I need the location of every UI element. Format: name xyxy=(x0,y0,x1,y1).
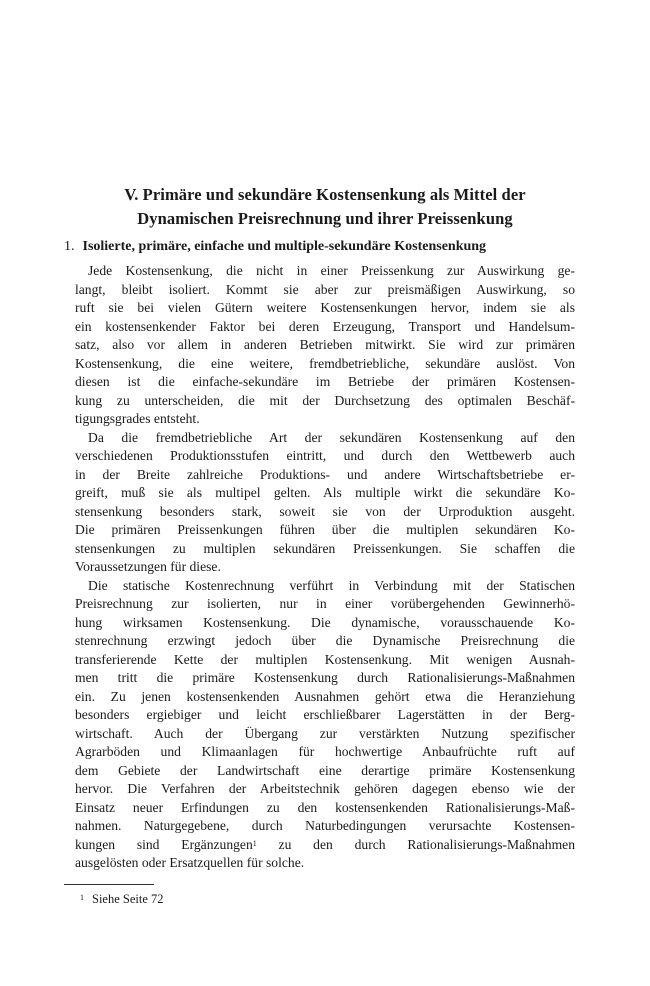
text-line: Die statische Kostenrechnung verführt in Verbindung mit der Statischen xyxy=(88,577,575,593)
text-line: in der Breite zahlreiche Produktions- und andere Wirtschaftsbetriebe er- xyxy=(75,466,575,482)
text-line: Kostensenkung, die eine weitere, fremdbetriebliche, sekundäre auslöst. Von xyxy=(75,355,575,371)
footnote-divider xyxy=(64,884,154,885)
text-line: Preisrechnung zur isolierten, nur in einer vorübergehenden Gewinnerhö- xyxy=(75,596,575,611)
chapter-title-line-1: V. Primäre und sekundäre Kostensenkung als Mittel der xyxy=(124,185,526,204)
text-line: Da die fremdbetriebliche Art der sekundären Kostensenkung auf den xyxy=(88,429,575,445)
text-line: Agrarböden und Klimaanlagen für hochwertige Anbaufrüchte ruft auf xyxy=(75,744,575,759)
text-line: dem Gebiete der Landwirtschaft eine derartige primäre Kostensenkung xyxy=(75,762,575,778)
chapter-title-line-2: Dynamischen Preisrechnung und ihrer Preissenkung xyxy=(137,209,513,228)
text-line: hung wirksamen Kostensenkung. Die dynamische, vorausschauende Ko- xyxy=(75,614,575,630)
text-line-with-footnote-ref xyxy=(75,836,575,855)
text-line: tigungsgrades entsteht. xyxy=(75,411,200,426)
text-line: kung zu unterscheiden, die mit der Durchsetzung des optimalen Beschäf- xyxy=(75,392,575,408)
paragraph-2 xyxy=(75,429,575,577)
text-line: greift, muß sie als multipel gelten. Als multiple wirkt die sekundäre Ko- xyxy=(75,485,575,500)
body-text xyxy=(75,262,575,873)
text-line: diesen ist die einfache-sekundäre im Betriebe der primären Kostensen- xyxy=(75,374,575,389)
text-line: stensenkungen zu multiplen sekundären Preissenkungen. Sie schaffen die xyxy=(75,540,575,556)
text-line: langt, bleibt isoliert. Kommt sie aber zur preismäßigen Auswirkung, so xyxy=(75,281,575,297)
text-line: ein. Zu jenen kostensenkenden Ausnahmen gehört etwa die Heranziehung xyxy=(75,688,575,704)
text-line: nahmen. Naturgegebene, durch Naturbedingungen verursachte Kostensen- xyxy=(75,818,575,833)
section-heading xyxy=(64,237,584,257)
text-line: ruft sie bei vielen Gütern weitere Kostensenkungen hervor, indem sie als xyxy=(75,300,575,315)
text-line: ein kostensenkender Faktor bei deren Erzeugung, Transport und Handelsum- xyxy=(75,318,575,334)
text-line: wirtschaft. Auch der Übergang zur verstärkten Nutzung spezifischer xyxy=(75,725,575,741)
paragraph-3 xyxy=(75,577,575,873)
section-title: Isolierte, primäre, einfache und multiple-sekundäre Kostensenkung xyxy=(82,239,487,254)
text-line: hervor. Die Verfahren der Arbeitstechnik gehören dagegen ebenso wie der xyxy=(75,781,575,796)
text-fragment: kungen sind Ergänzungen xyxy=(75,836,253,852)
footnote-reference[interactable]: 1 xyxy=(252,838,257,848)
text-line: Einsatz neuer Erfindungen zu den kostensenkenden Rationalisierungs-Maß- xyxy=(75,799,575,815)
text-line: men tritt die primäre Kostensenkung durch Rationalisierungs-Maßnahmen xyxy=(75,670,575,685)
footnote-mark: 1 xyxy=(80,893,84,902)
text-line: ausgelösten oder Ersatzquellen für solche. xyxy=(75,855,305,870)
text-line: Jede Kostensenkung, die nicht in einer Preissenkung zur Auswirkung ge- xyxy=(88,263,575,278)
text-line: Voraussetzungen für diese. xyxy=(75,559,221,574)
text-line: stensenkung besonders stark, soweit sie von der Urproduktion ausgeht. xyxy=(75,503,575,519)
footnote-text: Siehe Seite 72 xyxy=(92,892,164,906)
text-line: Die primären Preissenkungen führen über die multiplen sekundären Ko- xyxy=(75,522,575,537)
paragraph-1 xyxy=(75,262,575,429)
text-fragment: zu den durch Rationalisierungs-Maßnahmen xyxy=(256,836,575,852)
text-line: satz, also vor allem in anderen Betrieben mitwirkt. Sie wird zur primären xyxy=(75,337,575,352)
text-line: verschiedenen Produktionsstufen eintritt, und durch den Wettbewerb auch xyxy=(75,448,575,463)
text-line: stenrechnung erzwingt jedoch über die Dynamische Preisrechnung die xyxy=(75,633,575,648)
text-line: besonders ergiebiger und leicht erschließbarer Lagerstätten in der Berg- xyxy=(75,707,575,722)
footnote xyxy=(80,891,164,907)
text-line: transferierende Kette der multiplen Kostensenkung. Mit wenigen Ausnah- xyxy=(75,651,575,667)
section-number: 1. xyxy=(64,239,75,254)
chapter-title xyxy=(60,183,590,231)
